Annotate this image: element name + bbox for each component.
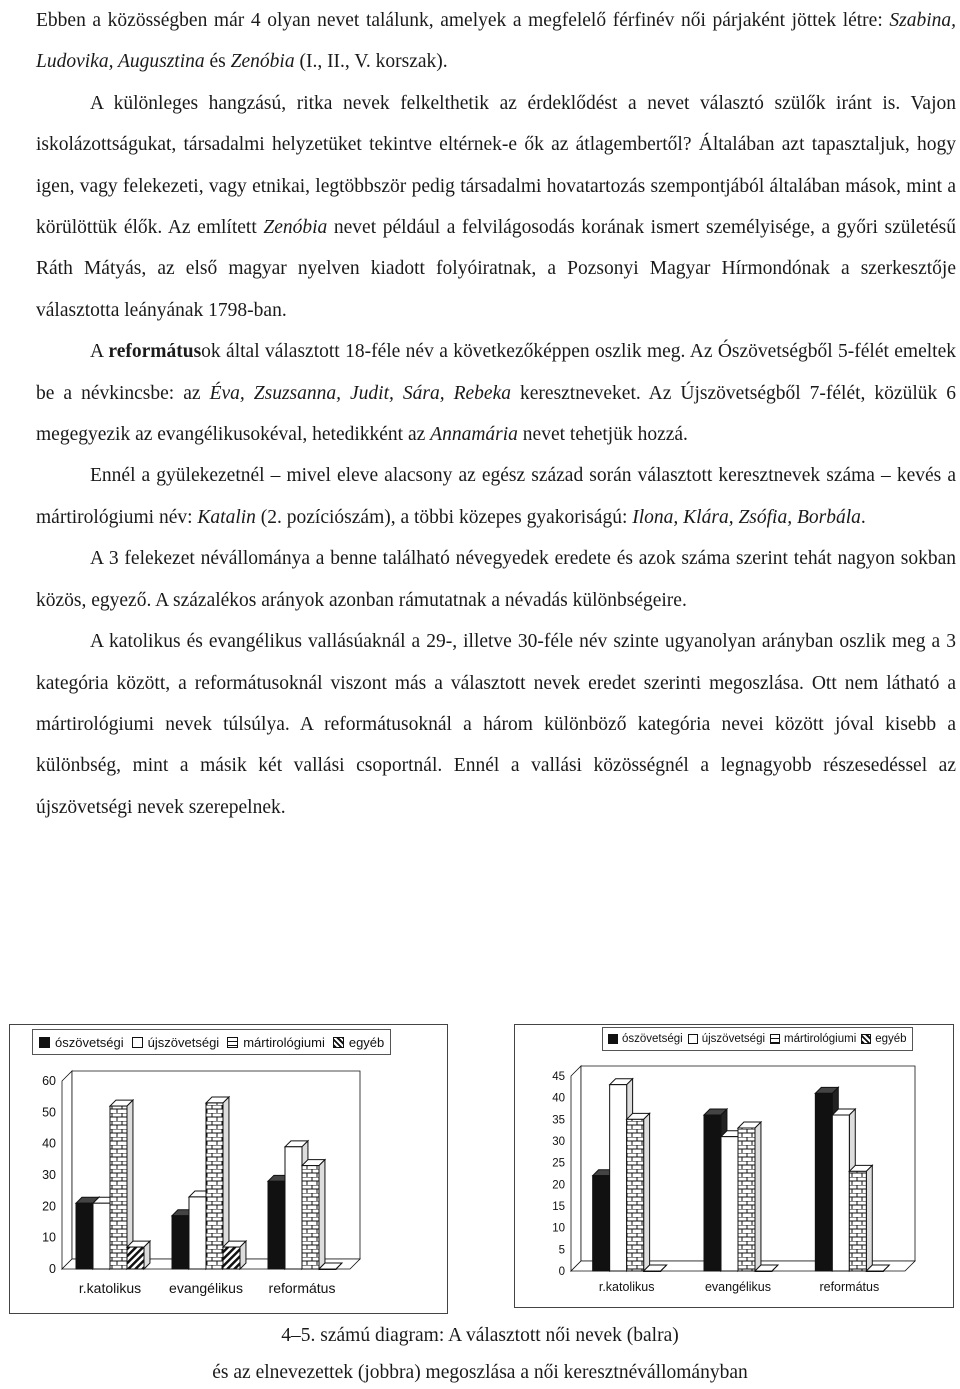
bar-mártirológiumi — [627, 1119, 644, 1271]
bar-mártirológiumi — [110, 1106, 127, 1269]
y-tick-label: 5 — [558, 1244, 565, 1257]
text-run: (I., II., V. korszak). — [294, 51, 448, 73]
bar-újszövetségi — [189, 1197, 206, 1269]
paragraph-3 — [36, 331, 956, 455]
legend-label-ujszovetsegi: újszövetségi — [701, 1033, 766, 1045]
text-run: A — [90, 341, 109, 363]
bar-mártirológiumi — [738, 1128, 755, 1271]
legend-label-oszovetsegi: ószövetségi — [55, 1034, 124, 1050]
bar-ószövetségi — [704, 1115, 721, 1271]
bar-egyéb — [223, 1247, 240, 1269]
right-chart-plot — [515, 1025, 953, 1307]
x-category-label: evangélikus — [704, 1280, 772, 1294]
y-tick-label: 30 — [42, 1168, 56, 1182]
bar-side — [755, 1122, 761, 1271]
text-run: nevet tehetjük hozzá. — [517, 424, 688, 446]
y-tick-label: 20 — [552, 1179, 565, 1192]
bar-side — [866, 1165, 872, 1271]
y-tick-label: 40 — [552, 1092, 565, 1105]
bar-újszövetségi — [610, 1085, 627, 1271]
y-tick-label: 10 — [552, 1222, 565, 1235]
figure-caption-line-2: és az elnevezettek (jobbra) megoszlása a női keresztnévállományban — [212, 1362, 748, 1383]
bar-újszövetségi — [721, 1137, 738, 1271]
text-run: A különleges hangzású, ritka nevek felkelthetik az érdeklődést a nevet választó szülők iránt is. Vajon iskolázottságukat, társadalmi helyzetüket tekintve eltérnek-e ők az átlagembertől? Általában azt tapasztaljuk, hogy igen, vagy felekezeti, vagy etnikai, legtöbbször pedig társadalmi hovatartozás szempontjából általában mások, mint a körülöttük élők. Az említett — [36, 92, 956, 239]
x-category-label: r.katolikus — [78, 1280, 142, 1296]
paragraph-4 — [36, 455, 956, 538]
italic-name: Zenóbia — [230, 51, 295, 73]
legend-label-egyeb: egyéb — [348, 1034, 385, 1050]
y-tick-label: 40 — [42, 1136, 56, 1151]
text-run: Ebben a közösségben már 4 olyan nevet találunk, amelyek a megfelelő férfinév női párjaként jöttek létre: — [36, 10, 890, 31]
body-text — [36, 0, 956, 828]
y-tick-label: 30 — [552, 1136, 565, 1148]
x-category-label: református — [268, 1280, 336, 1296]
legend-label-ujszovetsegi: újszövetségi — [147, 1034, 220, 1050]
bar-ószövetségi — [268, 1181, 285, 1269]
italic-name: Ilona, Klára, Zsófia, Borbála — [632, 506, 861, 528]
y-tick-label: 0 — [49, 1262, 56, 1276]
legend-label-oszovetsegi: ószövetségi — [622, 1033, 683, 1045]
y-tick-label: 20 — [42, 1199, 56, 1214]
paragraph-6 — [36, 621, 956, 828]
text-run: A 3 felekezet névállománya a benne található névegyedek eredete és azok száma szerint tehát nagyon sokban közös, egyező. A százalékos arányok azonban rámutatnak a névadás különbségeire. — [36, 548, 956, 611]
text-run: Ennél a gyülekezetnél – mivel eleve alacsony az egész század során választott keresztnevek száma – kevés a mártirológiumi név: — [36, 465, 956, 528]
text-run: keresztneveket. Az Újszövetségből 7-félét, közülük 6 megegyezik az evangélikusokéval, hetedikként az — [36, 382, 957, 446]
y-tick-label: 35 — [552, 1114, 565, 1127]
bar-mártirológiumi — [849, 1171, 866, 1271]
left-bar-chart — [9, 1024, 448, 1314]
side-wall — [62, 1071, 72, 1269]
bar-ószövetségi — [172, 1216, 189, 1269]
bar-mártirológiumi — [302, 1166, 319, 1269]
text-run: nevet például a felvilágosodás korának ismert személyisége, a győri születésű Ráth Mátyás, az első magyar nyelven kiadott folyóiratnak, a Pozsonyi Magyar Hírmondónak a szerkesztője választotta leányának 1798-ban. — [36, 217, 956, 321]
y-tick-label: 0 — [558, 1266, 565, 1278]
y-tick-label: 60 — [42, 1074, 56, 1088]
x-category-label: r.katolikus — [598, 1280, 655, 1294]
bar-ószövetségi — [76, 1203, 93, 1269]
bar-side — [319, 1160, 325, 1269]
text-run: (2. pozíciószám), a többi közepes gyakoriságú: — [255, 506, 633, 528]
paragraph-5 — [36, 538, 956, 621]
y-tick-label: 15 — [552, 1201, 565, 1213]
italic-name: Annamária — [430, 424, 518, 446]
y-tick-label: 10 — [42, 1230, 56, 1245]
bar-egyéb — [644, 1271, 661, 1272]
italic-name: Katalin — [197, 506, 256, 528]
bar-mártirológiumi — [206, 1103, 223, 1269]
bold-term: református — [108, 341, 202, 363]
italic-name: Szabina, Ludovika, Augusztina — [36, 10, 956, 73]
bar-egyéb — [127, 1247, 144, 1269]
bar-ószövetségi — [593, 1176, 610, 1271]
bar-egyéb — [866, 1271, 883, 1272]
side-wall — [571, 1066, 581, 1271]
text-run: és — [204, 51, 231, 73]
bar-side — [644, 1113, 650, 1271]
text-run: . — [860, 506, 866, 528]
bar-egyéb — [319, 1269, 336, 1270]
legend-label-martirologiumi: mártirológiumi — [784, 1033, 857, 1045]
text-run: A katolikus és evangélikus vallásúaknál a 29-, illetve 30-féle név szinte ugyanolyan arányban oszlik meg a 3 kategória között, a reformátusoknál viszont más a választott nevek eredet szerinti megoszlása. Ott nem látható a mártirológiumi nevek túlsúlya. A reformátusoknál a három különböző kategória nevei között jóval kisebb a különbség, mint a másik két vallási csoportnál. Ennél a vallási közösségnél a legnagyobb részesedéssel az újszövetségi nevek szerepelnek. — [36, 631, 956, 818]
figure-caption-line-1: 4–5. számú diagram: A választott női nevek (balra) — [281, 1325, 679, 1346]
right-bar-chart — [514, 1024, 954, 1308]
paragraph-2 — [36, 83, 956, 331]
legend-label-martirologiumi: mártirológiumi — [243, 1034, 325, 1050]
left-chart-plot — [10, 1025, 447, 1313]
text-run: ok által választott 18-féle név a következőképpen oszlik meg. Az Ószövetségből 5-félét emeltek be a névkincsbe: az — [36, 341, 956, 404]
italic-name: Zenóbia — [263, 217, 328, 239]
bar-egyéb — [755, 1271, 772, 1272]
bar-újszövetségi — [285, 1147, 302, 1269]
legend-label-egyeb: egyéb — [875, 1033, 907, 1045]
bar-újszövetségi — [832, 1115, 849, 1271]
bar-ószövetségi — [815, 1093, 832, 1271]
y-tick-label: 50 — [42, 1105, 56, 1120]
x-category-label: evangélikus — [169, 1280, 243, 1296]
y-tick-label: 25 — [552, 1157, 565, 1170]
italic-name: Éva, Zsuzsanna, Judit, Sára, Rebeka — [209, 382, 511, 404]
y-tick-label: 45 — [552, 1071, 565, 1083]
x-category-label: református — [819, 1280, 880, 1294]
bar-újszövetségi — [93, 1203, 110, 1269]
paragraph-1 — [36, 0, 956, 83]
